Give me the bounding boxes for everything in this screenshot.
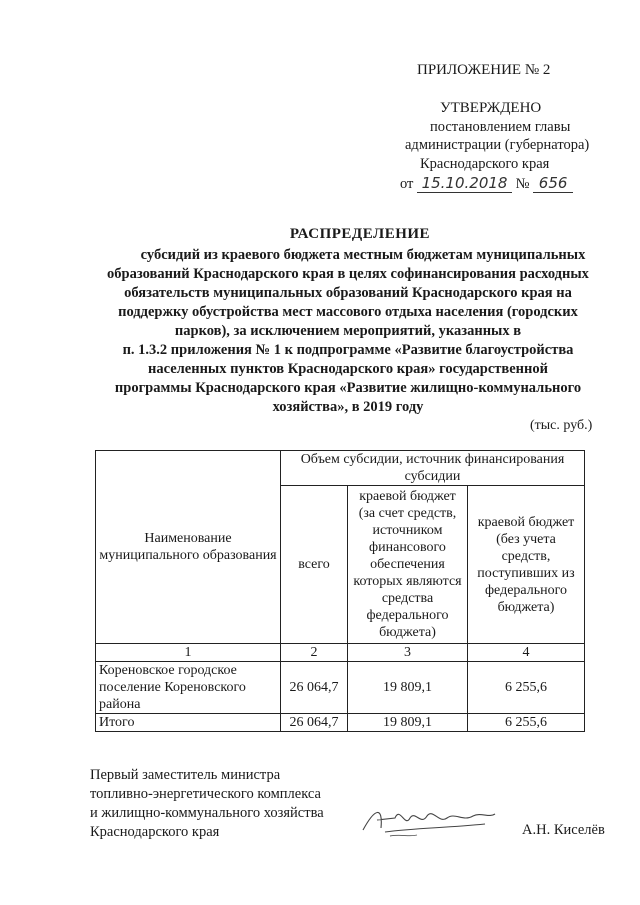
appendix-label: ПРИЛОЖЕНИЕ № 2 [417, 62, 551, 78]
number-prefix: № [515, 176, 530, 192]
subject-line: обязательств муниципальных образований Краснодарского края на [124, 285, 572, 301]
date-value: 15.10.2018 [417, 174, 512, 193]
total-row [96, 714, 585, 732]
approval-line-3: Краснодарского края [420, 156, 550, 172]
approved-label: УТВЕРЖДЕНО [440, 100, 542, 116]
subject-line: хозяйства», в 2019 году [272, 399, 424, 415]
signer-name: А.Н. Киселёв [522, 822, 605, 838]
subject-line: программы Краснодарского края «Развитие жилищно-коммунального [114, 380, 582, 396]
signature-line: Краснодарского края [90, 824, 220, 840]
subject-line: парков), за исключением мероприятий, указанных в [174, 323, 522, 339]
col-number: 2 [281, 644, 348, 662]
row-federal: 19 809,1 [348, 662, 468, 714]
total-total: 26 064,7 [281, 714, 348, 732]
header-regional: краевой бюджет (без учета средств, поступивших из федерального бюджета) [468, 486, 585, 644]
col-number: 3 [348, 644, 468, 662]
document-title: РАСПРЕДЕЛЕНИЕ [289, 226, 431, 242]
subject-line: образований Краснодарского края в целях софинансирования расходных [107, 266, 589, 282]
row-total: 26 064,7 [281, 662, 348, 714]
total-regional: 6 255,6 [468, 714, 585, 732]
row-regional: 6 255,6 [468, 662, 585, 714]
signature-line: Первый заместитель министра [90, 767, 281, 783]
table-row [96, 662, 585, 714]
subject-line: поддержку обустройства мест массового отдыха населения (городских [118, 304, 578, 320]
signature-line: топливно-энергетического комплекса [90, 786, 321, 802]
signature-line: и жилищно-коммунального хозяйства [90, 805, 324, 821]
total-name: Итого [96, 714, 281, 732]
header-group: Объем субсидии, источник финансирования субсидии [281, 451, 585, 486]
date-prefix: от [400, 176, 414, 192]
number-value: 656 [533, 174, 573, 193]
approval-line-1: постановлением главы [430, 119, 571, 135]
approval-line-2: администрации (губернатора) [405, 137, 590, 153]
header-total: всего [281, 486, 348, 644]
header-federal: краевой бюджет (за счет средств, источником финансового обеспечения которых являются средства федерального бюджета) [348, 486, 468, 644]
row-name: Кореновское городское поселение Кореновского района [96, 662, 281, 714]
total-federal: 19 809,1 [348, 714, 468, 732]
approval-date-line [400, 174, 573, 193]
document-subject [88, 246, 608, 417]
col-number: 4 [468, 644, 585, 662]
handwritten-signature-icon [355, 798, 505, 843]
subject-line: субсидий из краевого бюджета местным бюджетам муниципальных [140, 247, 586, 263]
subsidy-table [95, 450, 585, 732]
col-number: 1 [96, 644, 281, 662]
units-label: (тыс. руб.) [530, 418, 593, 433]
header-name: Наименование муниципального образования [96, 451, 281, 644]
subject-line: населенных пунктов Краснодарского края» государственной [148, 361, 548, 377]
subject-line: п. 1.3.2 приложения № 1 к подпрограмме «Развитие благоустройства [122, 342, 574, 358]
signature-title [90, 766, 324, 842]
